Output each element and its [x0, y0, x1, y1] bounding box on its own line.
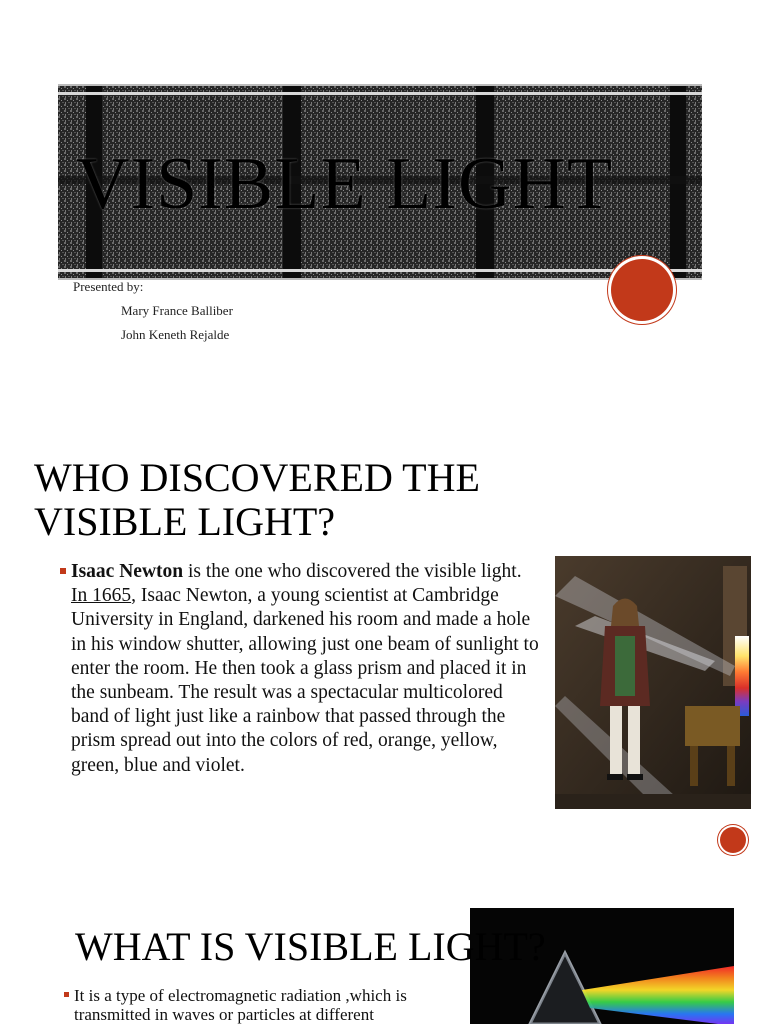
text-run: is the one who discovered the visible light. [183, 561, 522, 582]
slide-heading [34, 456, 480, 544]
decorative-circle [611, 259, 673, 321]
bold-name: Isaac Newton [71, 561, 184, 582]
banner-rule-bottom [58, 269, 702, 272]
slide-title: VISIBLE LIGHT [76, 143, 614, 225]
title-banner [58, 84, 702, 280]
bullet-paragraph [60, 560, 542, 778]
presenter-name: Mary France Balliber [121, 303, 233, 318]
title-slide [0, 0, 768, 395]
bullet-text [71, 560, 542, 778]
presented-by-label: Presented by: [73, 279, 144, 294]
underlined-date: In 1665 [71, 585, 132, 607]
bullet-paragraph [64, 986, 484, 1024]
heading-line: VISIBLE LIGHT? [34, 499, 336, 544]
bullet-marker [64, 992, 69, 997]
heading-line: WHO DISCOVERED THE [34, 455, 480, 500]
definition-slide [0, 895, 768, 1024]
bullet-marker [60, 568, 66, 574]
slide-heading: WHAT IS VISIBLE LIGHT? [75, 924, 546, 969]
bullet-text: It is a type of electromagnetic radiation ,which is transmitted in waves or particles at different [74, 986, 407, 1024]
presenter-name: John Keneth Rejalde [121, 327, 230, 342]
banner-rule-top [58, 92, 702, 95]
decorative-circle [720, 827, 746, 853]
newton-prism-painting [555, 556, 751, 809]
text-run: , Isaac Newton, a young scientist at Cambridge University in England, darkened his room and made a hole in his window shutter, allowing just one beam of sunlight to enter the room. He then took a glass prism and placed it in the sunbeam. The result was a spectacular multicolored band of light just like a rainbow that passed through the prism spread out into the colors of red, orange, yellow, green, blue and violet. [71, 585, 539, 776]
discovery-slide [0, 395, 768, 895]
newton-illustration [555, 556, 751, 809]
